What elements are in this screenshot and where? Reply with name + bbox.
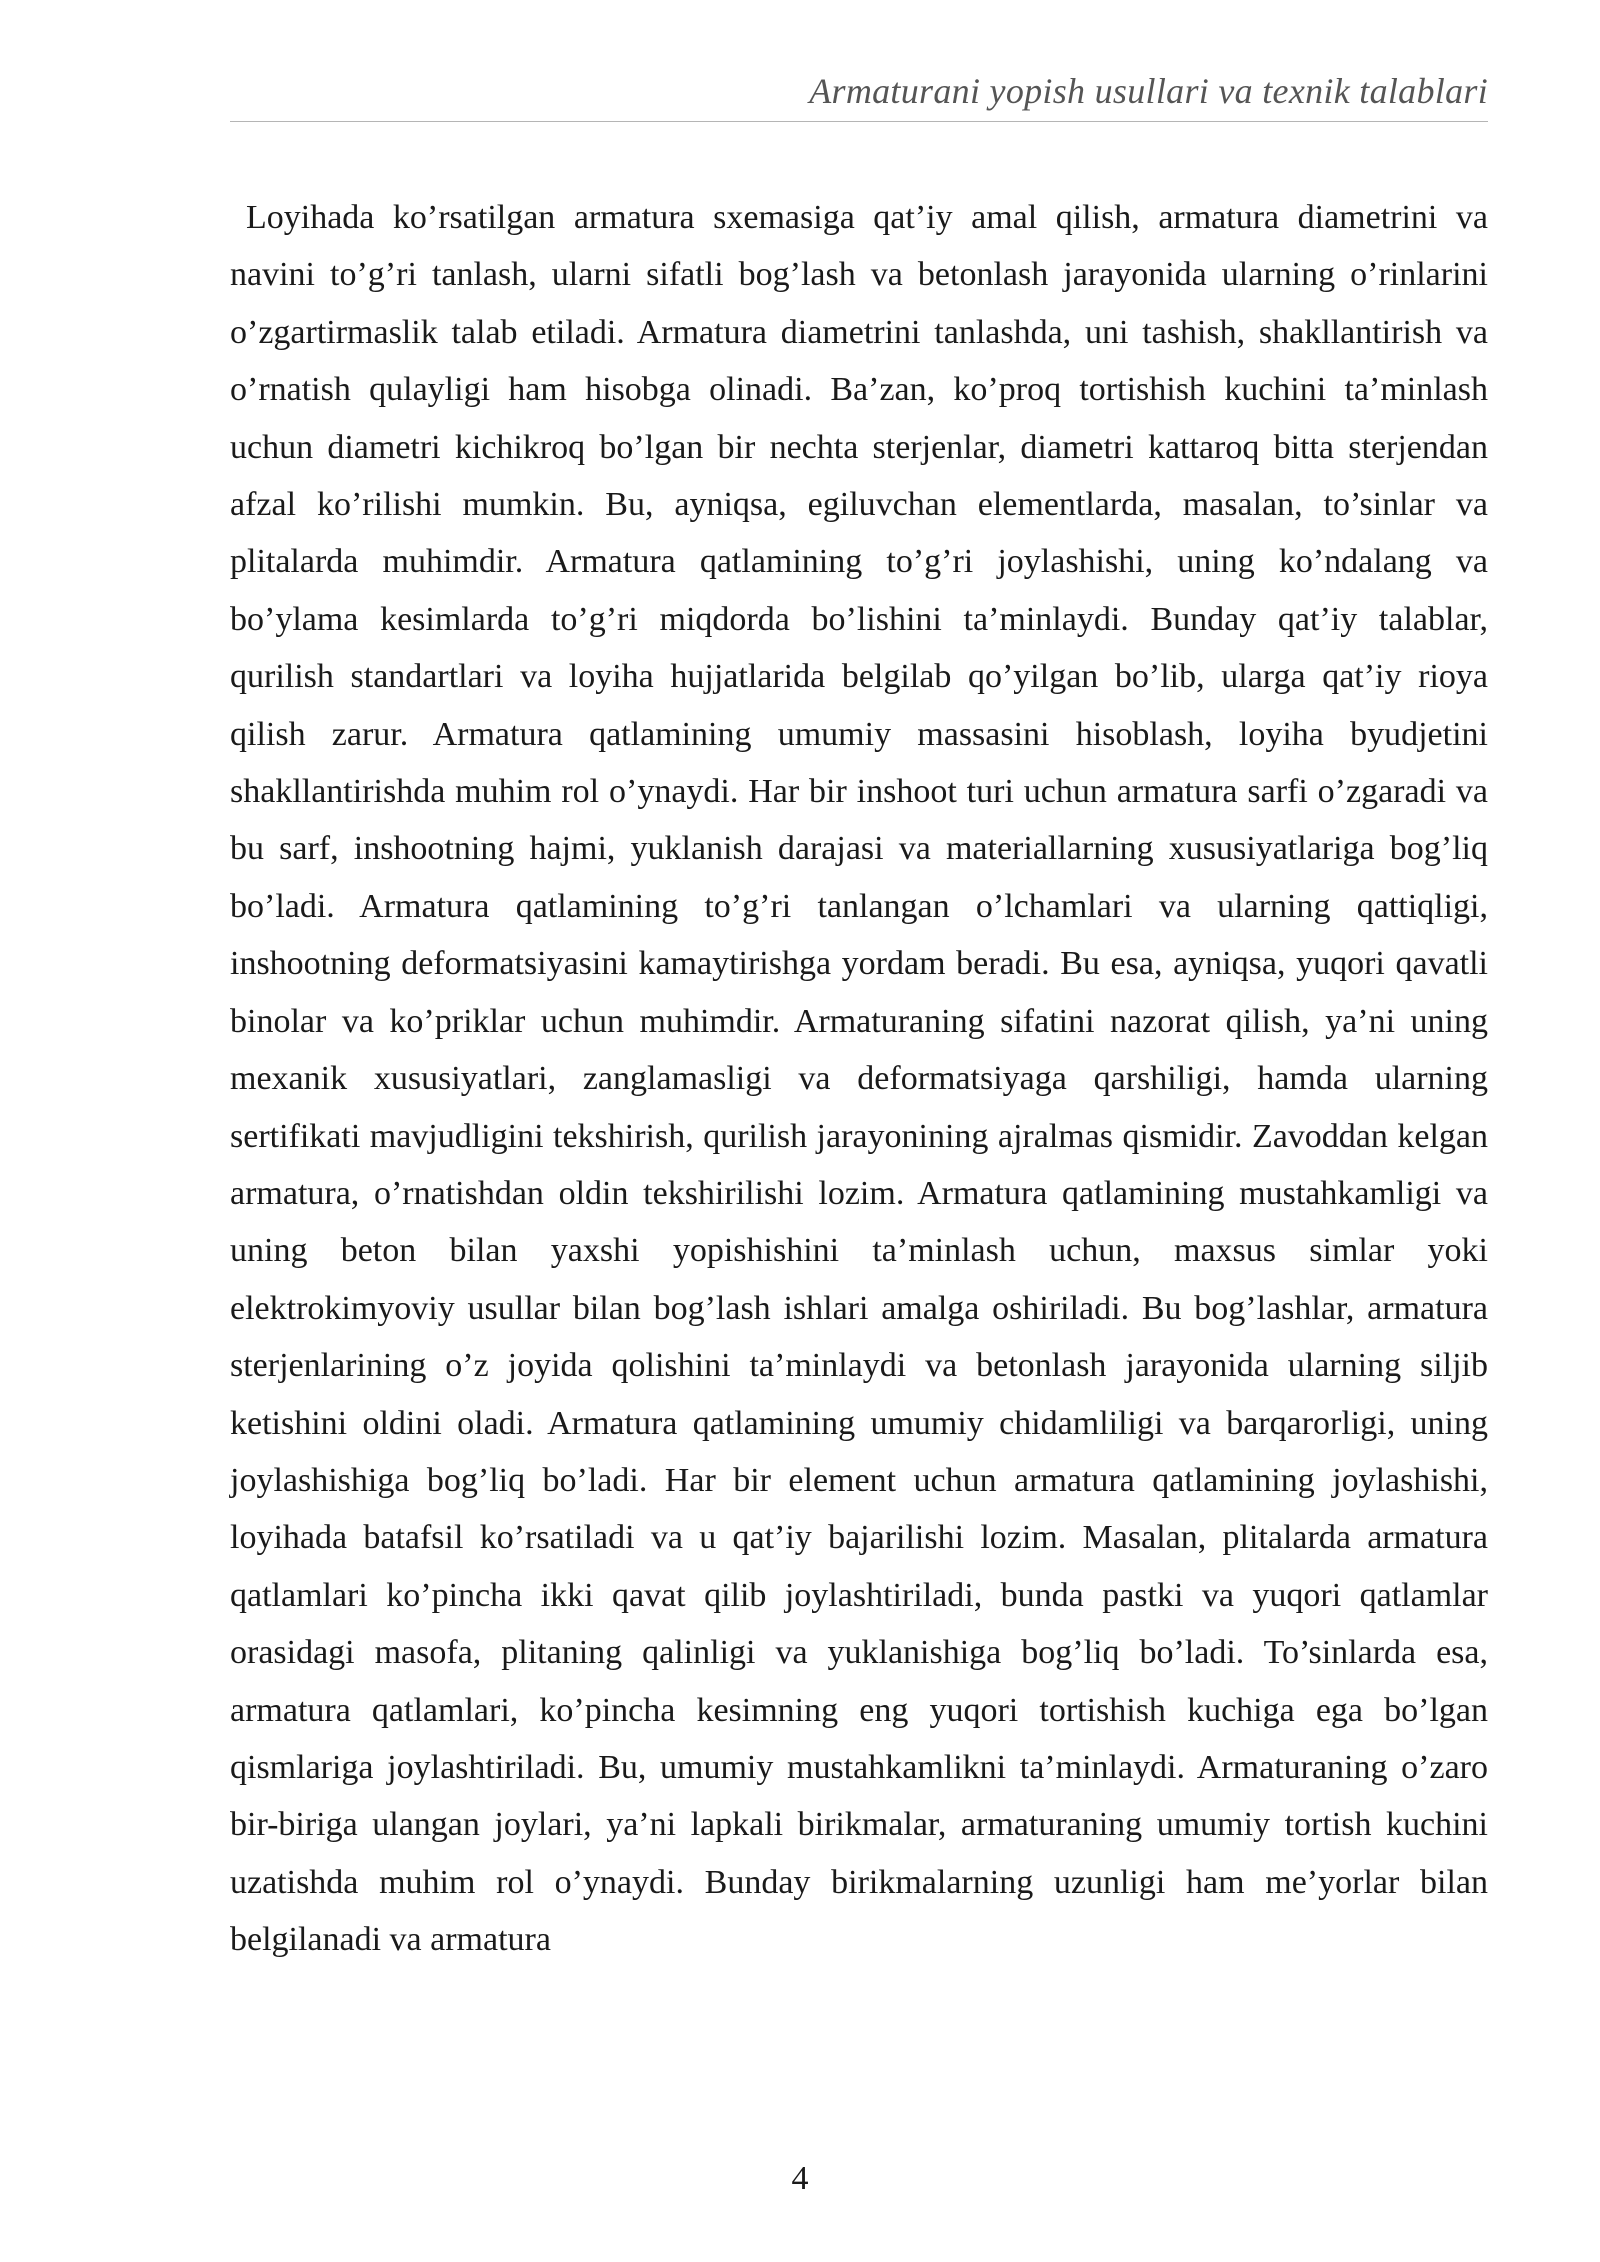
body-paragraph: Loyihada ko’rsatilgan armatura sxemasiga qat’iy amal qilish, armatura diametrini va navini to’g’ri tanlash, ularni sifatli bog’lash va betonlash jarayonida ularning o’rinlarini o’zgartirmaslik talab etiladi. Armatura diametrini tanlashda, uni tashish, shakllantirish va o’rnatish qulayligi ham hisobga olinadi. Ba’zan, ko’proq tortishish kuchini ta’minlash uchun diametri kichikroq bo’lgan bir nechta sterjenlar, diametri kattaroq bitta sterjendan afzal ko’rilishi mumkin. Bu, ayniqsa, egiluvchan elementlarda, masalan, to’sinlar va plitalarda muhimdir. Armatura qatlamining to’g’ri joylashishi, uning ko’ndalang va bo’ylama kesimlarda to’g’ri miqdorda bo’lishini ta’minlaydi. Bunday qat’iy talablar, qurilish standartlari va loyiha hujjatlarida belgilab qo’yilgan bo’lib, ularga qat’iy rioya qilish zarur. Armatura qatlamining umumiy massasini hisoblash, loyiha byudjetini shakllantirishda muhim rol o’ynaydi. Har bir inshoot turi uchun armatura sarfi o’zgaradi va bu sarf, inshootning hajmi, yuklanish darajasi va materiallarning xususiyatlariga bog’liq bo’ladi. Armatura qatlamining to’g’ri tanlangan o’lchamlari va ularning qattiqligi, inshootning deformatsiyasini kamaytirishga yordam beradi. Bu esa, ayniqsa, yuqori qavatli binolar va ko’priklar uchun muhimdir. Armaturaning sifatini nazorat qilish, ya’ni uning mexanik xususiyatlari, zanglamasligi va deformatsiyaga qarshiligi, hamda ularning sertifikati mavjudligini tekshirish, qurilish jarayonining ajralmas qismidir. Zavoddan kelgan armatura, o’rnatishdan oldin tekshirilishi lozim. Armatura qatlamining mustahkamligi va uning beton bilan yaxshi yopishishini ta’minlash uchun, maxsus simlar yoki elektrokimyoviy usullar bilan bog’lash ishlari amalga oshiriladi. Bu bog’lashlar, armatura sterjenlarining o’z joyida qolishini ta’minlaydi va betonlash jarayonida ularning siljib ketishini oldini oladi. Armatura qatlamining umumiy chidamliligi va barqarorligi, uning joylashishiga bog’liq bo’ladi. Har bir element uchun armatura qatlamining joylashishi, loyihada batafsil ko’rsatiladi va u qat’iy bajarilishi lozim. Masalan, plitalarda armatura qatlamlari ko’pincha ikki qavat qilib joylashtiriladi, bunda pastki va yuqori qatlamlar orasidagi masofa, plitaning qalinligi va yuklanishiga bog’liq bo’ladi. To’sinlarda esa, armatura qatlamlari, ko’pincha kesimning eng yuqori tortishish kuchiga ega bo’lgan qismlariga joylashtiriladi. Bu, umumiy mustahkamlikni ta’minlaydi. Armaturaning o’zaro bir-biriga ulangan joylari, ya’ni lapkali birikmalar, armaturaning umumiy tortish kuchini uzatishda muhim rol o’ynaydi. Bunday birikmalarning uzunligi ham me’yorlar bilan belgilanadi va armatura: [230, 199, 1488, 1959]
page-number: 4: [791, 2160, 809, 2197]
header-divider: [230, 121, 1488, 122]
running-header: Armaturani yopish usullari va texnik talablari: [809, 71, 1488, 111]
